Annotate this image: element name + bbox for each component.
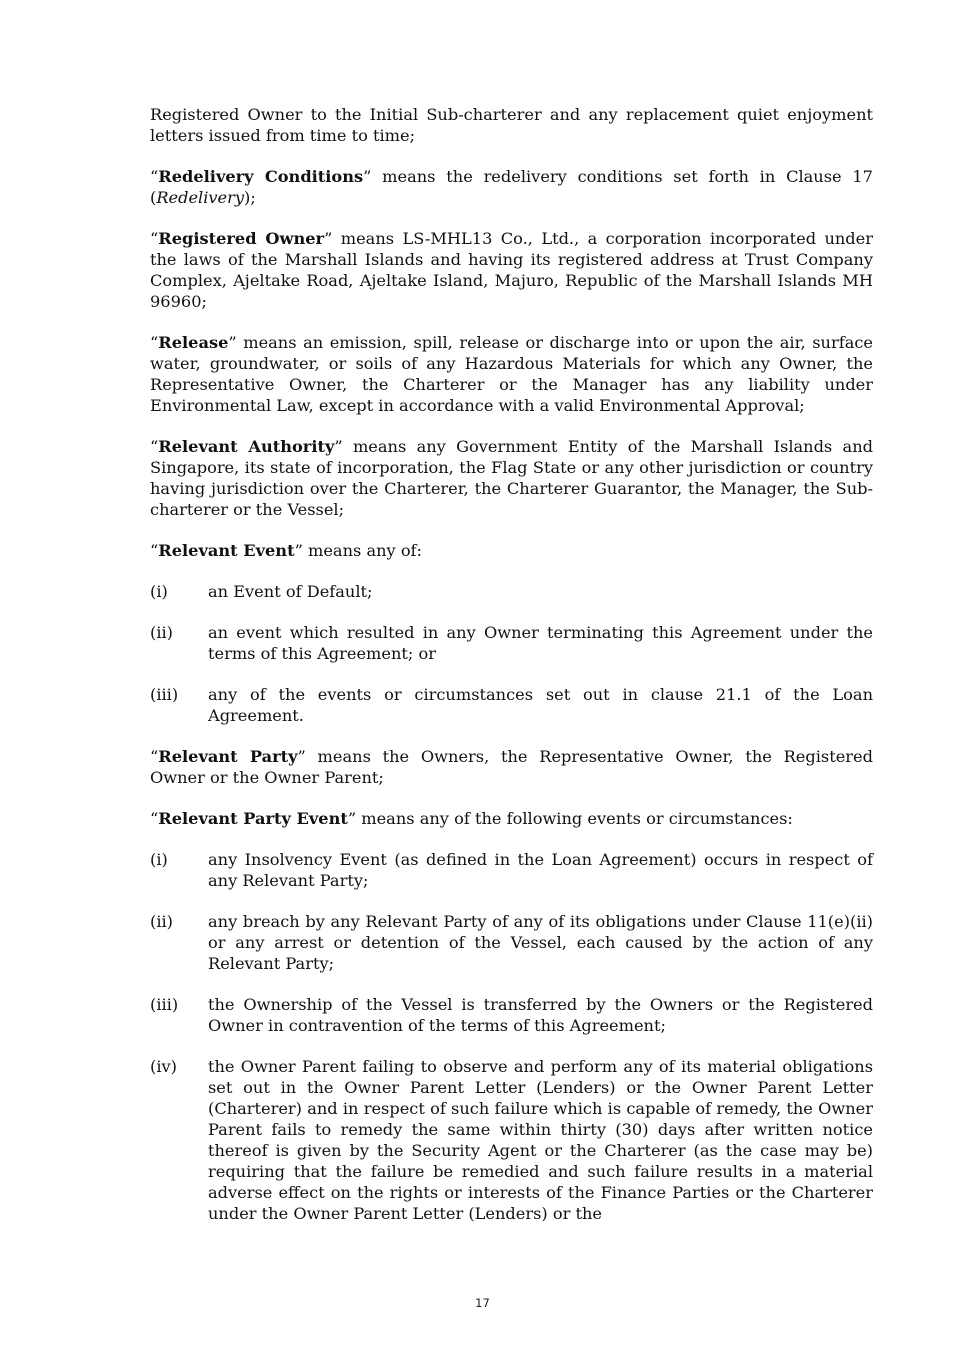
italic-reference: Redelivery: [156, 188, 244, 207]
list-item: [150, 1056, 873, 1224]
close-quote: ”: [297, 747, 306, 766]
open-quote: “: [150, 229, 159, 248]
definition-relevant-authority: [150, 436, 873, 520]
item-number: (i): [150, 582, 168, 601]
definition-tail: );: [244, 188, 256, 207]
open-quote: “: [150, 167, 159, 186]
open-quote: “: [150, 333, 159, 352]
defined-term: Relevant Party Event: [158, 809, 348, 828]
definition-text: means any of the following events or circumstances:: [356, 809, 793, 828]
defined-term: Registered Owner: [158, 229, 325, 248]
item-number: (iv): [150, 1057, 177, 1076]
item-text: the Ownership of the Vessel is transferred by the Owners or the Registered Owner in contravention of the terms of this Agreement;: [208, 995, 873, 1035]
definition-registered-owner: [150, 228, 873, 312]
close-quote: ”: [324, 229, 333, 248]
intro-paragraph: [150, 104, 873, 146]
definition-relevant-party: [150, 746, 873, 788]
definition-text: means an emission, spill, release or discharge into or upon the air, surface water, groundwater, or soils of any Hazardous Materials for which any Owner, the Representative Owner, the Charterer or the Manager has any liability under Environmental Law, except in accordance with a valid Environmental Approval;: [150, 333, 873, 415]
page-number: 17: [475, 1296, 490, 1310]
defined-term: Relevant Party: [158, 747, 298, 766]
close-quote: ”: [228, 333, 237, 352]
close-quote: ”: [334, 437, 343, 456]
intro-text: Registered Owner to the Initial Sub-charterer and any replacement quiet enjoyment letters issued from time to time;: [150, 105, 873, 145]
list-item: [150, 849, 873, 891]
definition-redelivery-conditions: [150, 166, 873, 208]
item-text: any of the events or circumstances set out in clause 21.1 of the Loan Agreement.: [208, 685, 873, 725]
item-text: the Owner Parent failing to observe and perform any of its material obligations set out in the Owner Parent Letter (Lenders) or the Owner Parent Letter (Charterer) and in respect of such failure which is capable of remedy, the Owner Parent fails to remedy the same within thirty (30) days after written notice thereof is given by the Security Agent or the Charterer (as the case may be) requiring that the failure be remedied and such failure results in a material adverse effect on the rights or interests of the Finance Parties or the Charterer under the Owner Parent Letter (Lenders) or the: [208, 1057, 873, 1223]
item-text: any breach by any Relevant Party of any of its obligations under Clause 11(e)(ii) or any arrest or detention of the Vessel, each caused by the action of any Relevant Party;: [208, 912, 873, 973]
definition-text: means any of:: [302, 541, 423, 560]
item-number: (iii): [150, 995, 179, 1014]
definition-text: means the redelivery conditions set forth in Clause 17 (: [150, 167, 873, 207]
item-text: an Event of Default;: [208, 582, 373, 601]
list-item: [150, 911, 873, 974]
item-number: (iii): [150, 685, 179, 704]
close-quote: ”: [294, 541, 303, 560]
definition-text: means any Government Entity of the Marshall Islands and Singapore, its state of incorporation, the Flag State or any other jurisdiction or country having jurisdiction over the Charterer, the Charterer Guarantor, the Manager, the Sub-charterer or the Vessel;: [150, 437, 873, 519]
item-number: (i): [150, 850, 168, 869]
open-quote: “: [150, 437, 159, 456]
close-quote: ”: [347, 809, 357, 828]
defined-term: Relevant Authority: [158, 437, 335, 456]
item-number: (ii): [150, 912, 173, 931]
defined-term: Relevant Event: [158, 541, 295, 560]
defined-term: Redelivery Conditions: [158, 167, 364, 186]
item-number: (ii): [150, 623, 173, 642]
list-item: [150, 684, 873, 726]
open-quote: “: [150, 541, 159, 560]
definition-relevant-party-event: [150, 808, 873, 829]
open-quote: “: [150, 747, 159, 766]
list-item: [150, 622, 873, 664]
defined-term: Release: [158, 333, 229, 352]
definition-text: means the Owners, the Representative Owner, the Registered Owner or the Owner Parent;: [150, 747, 873, 787]
item-text: an event which resulted in any Owner terminating this Agreement under the terms of this Agreement; or: [208, 623, 873, 663]
close-quote: ”: [363, 167, 372, 186]
definition-text: means LS-MHL13 Co., Ltd., a corporation incorporated under the laws of the Marshall Islands and having its registered address at Trust Company Complex, Ajeltake Road, Ajeltake Island, Majuro, Republic of the Marshall Islands MH 96960;: [150, 229, 873, 311]
open-quote: “: [150, 809, 159, 828]
document-body: [150, 104, 873, 1244]
definition-relevant-event: [150, 540, 873, 561]
item-text: any Insolvency Event (as defined in the Loan Agreement) occurs in respect of any Relevant Party;: [208, 850, 873, 890]
definition-release: [150, 332, 873, 416]
list-item: [150, 581, 873, 602]
list-item: [150, 994, 873, 1036]
